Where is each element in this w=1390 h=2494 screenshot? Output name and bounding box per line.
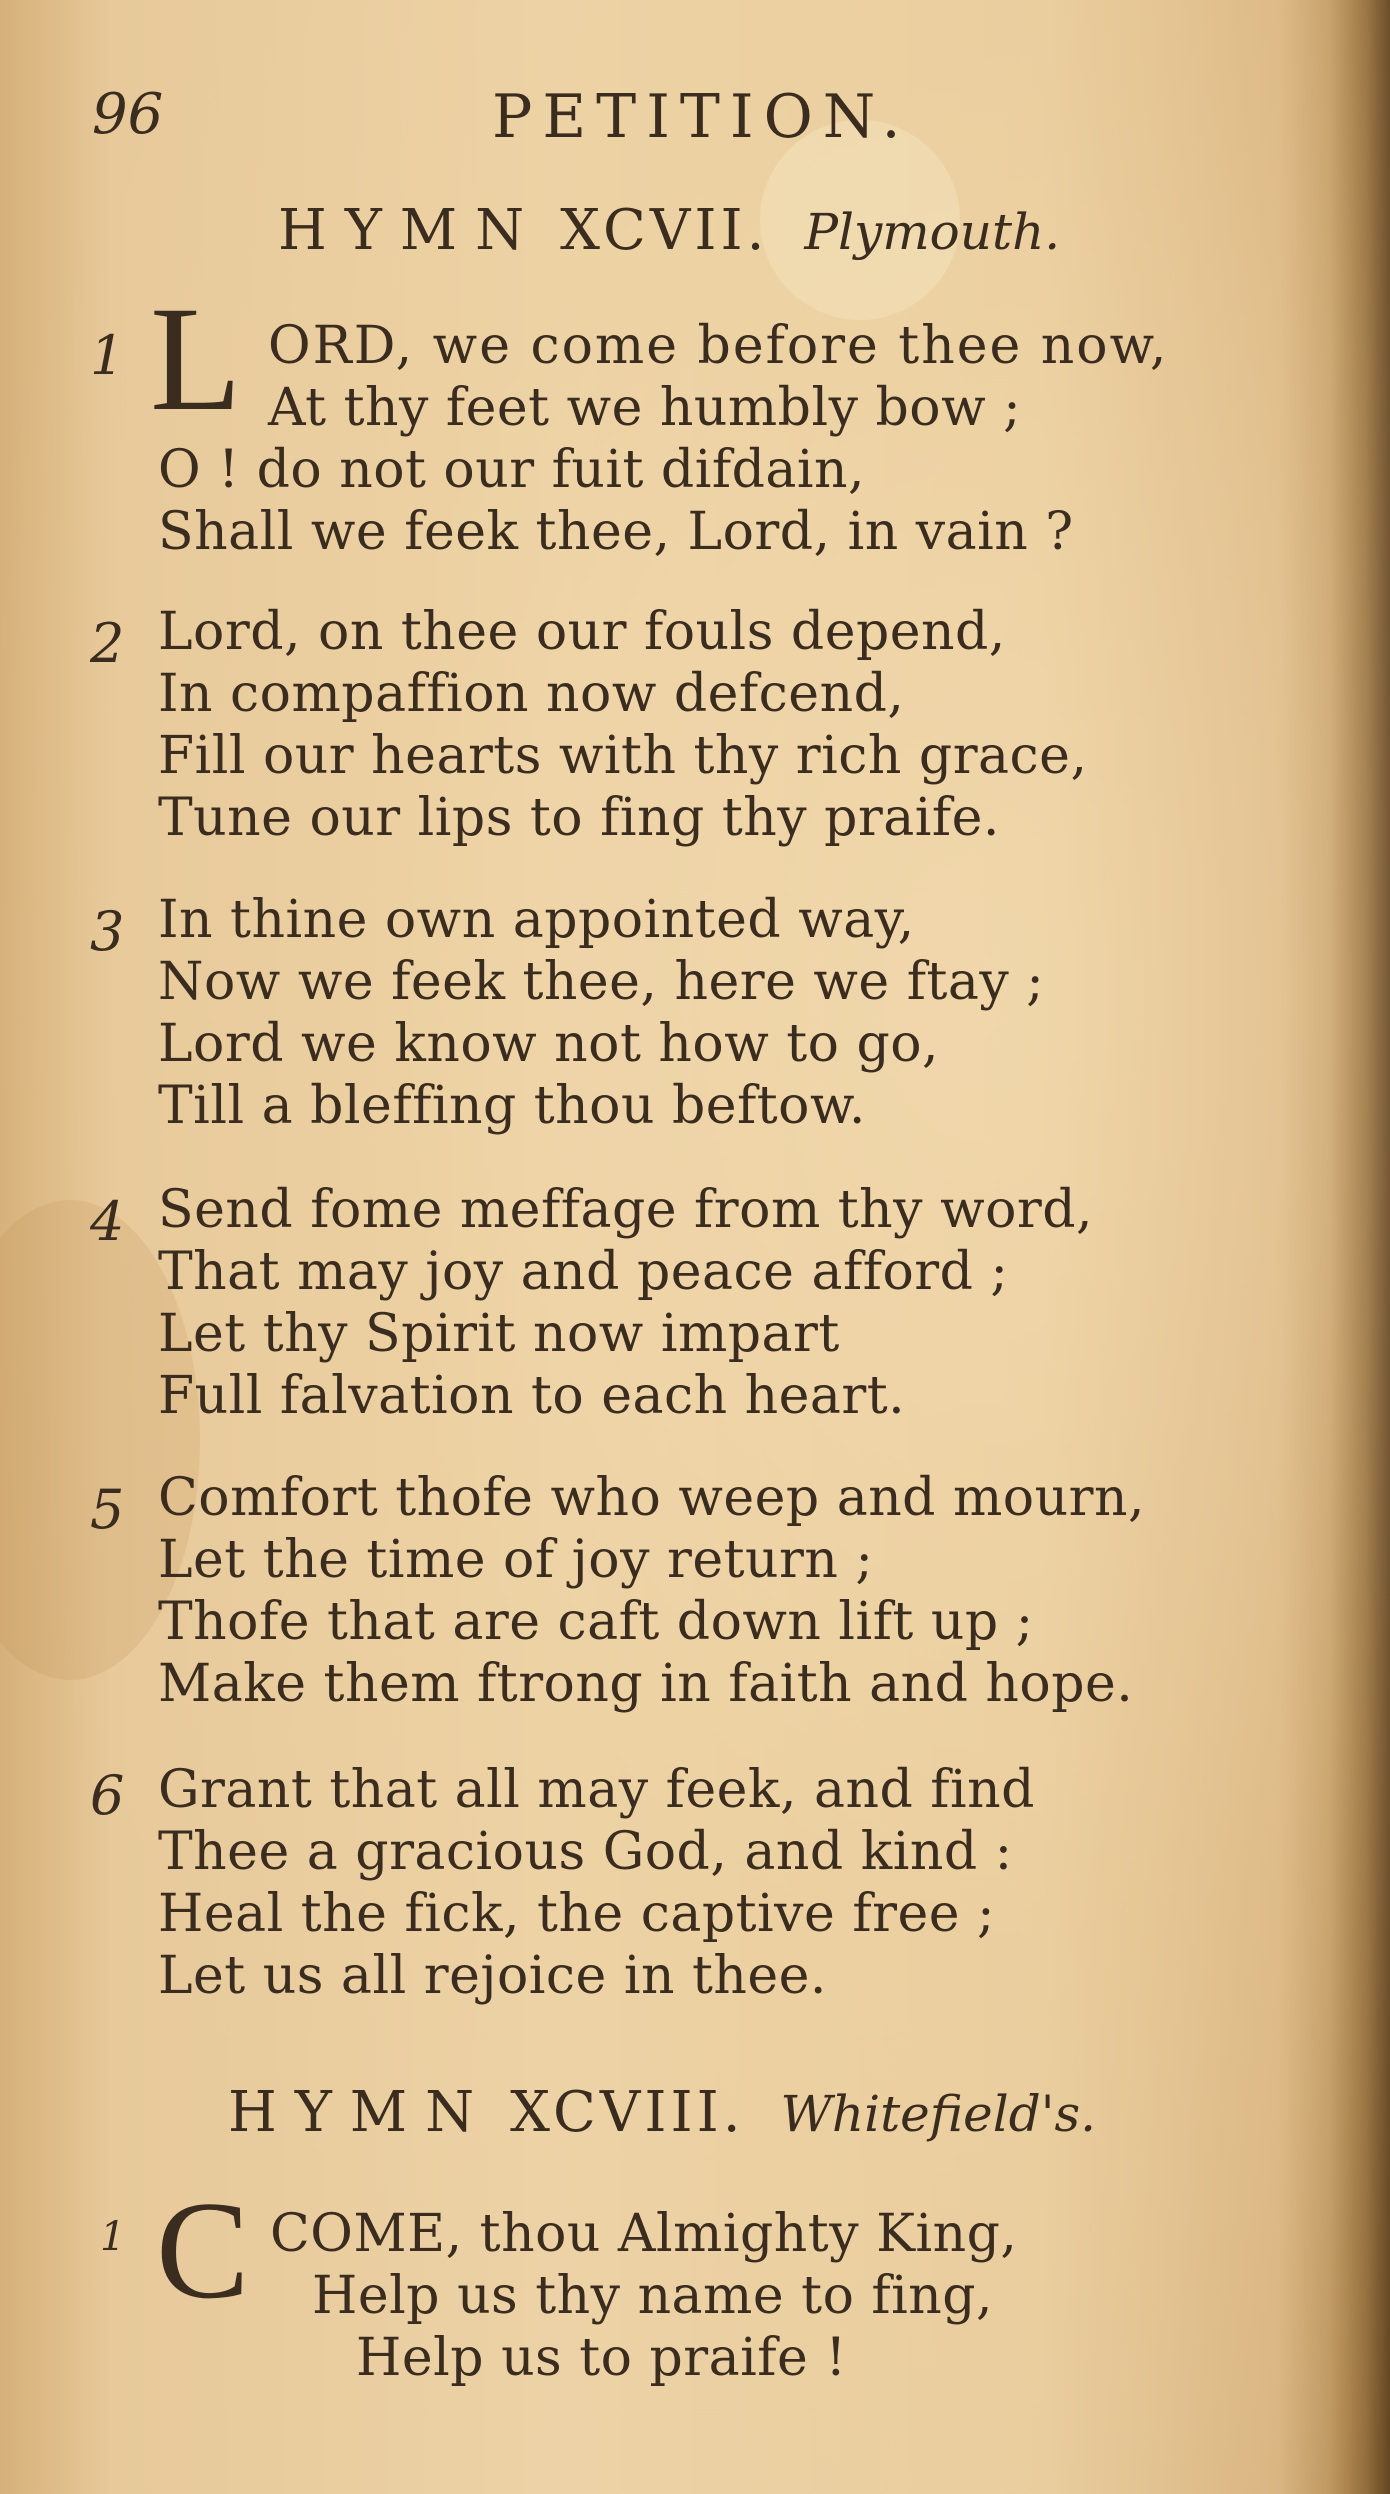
verse-line: Thofe that are caft down lift up ;: [158, 1592, 1034, 1652]
hymn-label: HYMN: [278, 198, 543, 263]
page-number: 96: [92, 82, 164, 147]
running-title: PETITION.: [492, 82, 911, 152]
verse-line: Grant that all may feek, and find: [158, 1760, 1035, 1820]
verse-line: Thee a gracious God, and kind :: [158, 1822, 1013, 1882]
tune-name: Whitefield's.: [780, 2085, 1097, 2143]
page-header: [92, 82, 1252, 152]
verse-line: O ! do not our fuit difdain,: [158, 440, 866, 500]
hymn-97-heading: [278, 198, 1060, 263]
verse-line: Full falvation to each heart.: [158, 1366, 906, 1426]
verse-line-first: ORD, we come before thee now,: [268, 316, 1169, 376]
hymn-number: XCVII.: [560, 198, 769, 263]
verse-line: Lord, on thee our fouls depend,: [158, 602, 1006, 662]
verse-line: Shall we feek thee, Lord, in vain ?: [158, 502, 1074, 562]
verse-line: In compaffion now defcend,: [158, 664, 905, 724]
verse-line: Heal the fick, the captive free ;: [158, 1884, 996, 1944]
verse-line: Lord we know not how to go,: [158, 1014, 940, 1074]
verse-line: Till a bleffing thou beftow.: [158, 1076, 866, 1136]
verse-line: Make them ftrong in faith and hope.: [158, 1654, 1134, 1714]
verse-line: COME, thou Almighty King,: [270, 2204, 1018, 2264]
verse-line: Help us thy name to fing,: [312, 2266, 994, 2326]
verse-line: Comfort thofe who weep and mourn,: [158, 1468, 1145, 1528]
verse-line: Let us all rejoice in thee.: [158, 1946, 827, 2006]
drop-cap: C: [156, 2173, 250, 2328]
stanza-number: 1: [90, 324, 125, 387]
tune-name: Plymouth.: [804, 203, 1061, 261]
hymn-number: XCVIII.: [510, 2080, 745, 2145]
verse-line: Now we feek thee, here we ftay ;: [158, 952, 1045, 1012]
stanza-number: 5: [90, 1478, 125, 1541]
verse-line: In thine own appointed way,: [158, 890, 915, 950]
verse-line: Help us to praife !: [356, 2328, 847, 2388]
hymn-label: HYMN: [228, 2080, 493, 2145]
stanza-number: 1: [100, 2214, 126, 2260]
verse-line: That may joy and peace afford ;: [158, 1242, 1009, 1302]
verse-line: At thy feet we humbly bow ;: [268, 378, 1022, 438]
verse-line: Let the time of joy return ;: [158, 1530, 874, 1590]
page-edge-shadow: [1330, 0, 1390, 2494]
verse-line: Let thy Spirit now impart: [158, 1304, 840, 1364]
stanza-number: 4: [90, 1190, 125, 1253]
verse-line: Fill our hearts with thy rich grace,: [158, 726, 1088, 786]
hymn-98-heading: [228, 2080, 1096, 2145]
stanza-number: 6: [90, 1764, 125, 1827]
verse-line: Tune our lips to fing thy praife.: [158, 788, 1000, 848]
stanza-number: 2: [90, 612, 125, 675]
stanza-number: 3: [90, 900, 125, 963]
verse-line: Send fome meffage from thy word,: [158, 1180, 1094, 1240]
drop-cap: L: [150, 276, 242, 442]
